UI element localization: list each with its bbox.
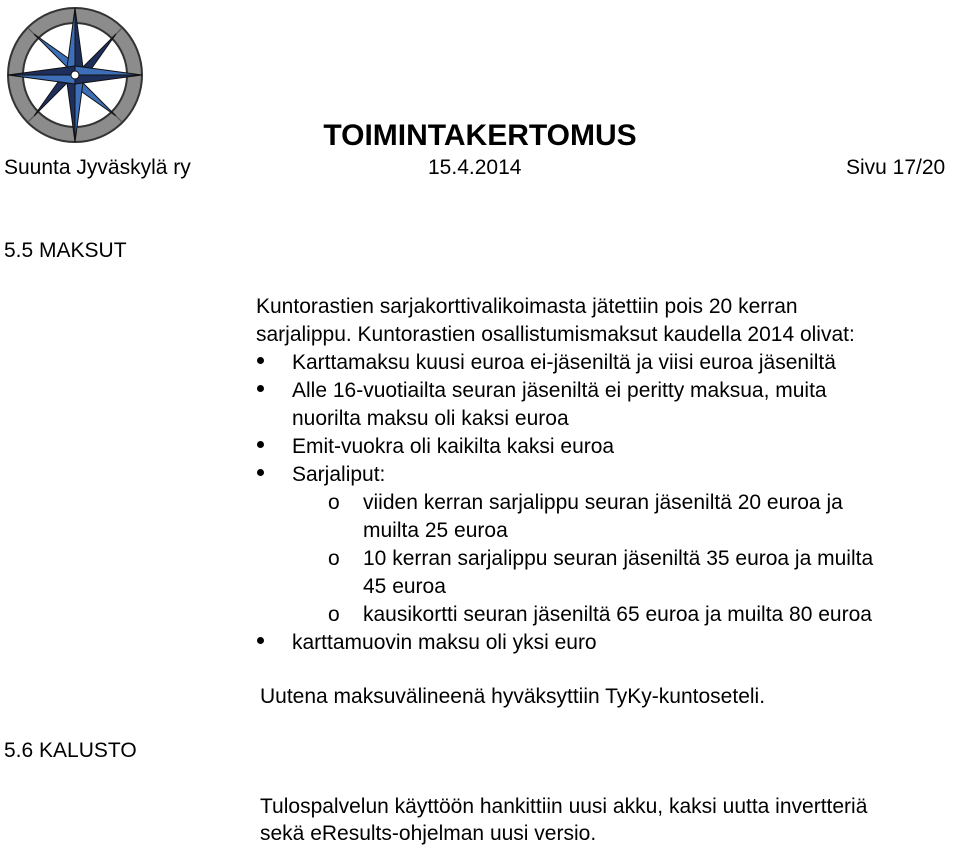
section-heading-kalusto: 5.6 KALUSTO xyxy=(4,739,137,762)
bullet-item: Emit-vuokra oli kaikilta kaksi euroa xyxy=(292,435,615,458)
kalusto-paragraph-line: Tulospalvelun käyttöön hankittiin uusi akku, kaksi uutta invertteriä xyxy=(260,795,868,818)
document-title: TOIMINTAKERTOMUS xyxy=(323,119,637,152)
bullet-item: karttamuovin maksu oli yksi euro xyxy=(292,631,597,654)
kalusto-paragraph-line: sekä eResults-ohjelman uusi versio. xyxy=(260,822,597,845)
document-date: 15.4.2014 xyxy=(428,156,522,179)
bullet-item-continuation: nuorilta maksu oli kaksi euroa xyxy=(292,407,569,430)
maksut-note: Uutena maksuvälineenä hyväksyttiin TyKy-kuntoseteli. xyxy=(260,685,766,708)
sub-bullet-item: kausikortti seuran jäseniltä 65 euroa ja muilta 80 euroa xyxy=(363,603,872,626)
sub-bullet-item-continuation: 45 euroa xyxy=(363,575,446,598)
sub-bullet-item: viiden kerran sarjalippu seuran jäseniltä 20 euroa ja xyxy=(363,491,843,514)
bullet-icon xyxy=(257,637,264,644)
bullet-item: Karttamaksu kuusi euroa ei-jäseniltä ja viisi euroa jäseniltä xyxy=(292,351,836,374)
sub-bullet-marker: o xyxy=(328,603,340,626)
bullet-icon xyxy=(257,441,264,448)
sub-bullet-marker: o xyxy=(328,547,340,570)
bullet-icon xyxy=(257,357,264,364)
intro-paragraph-line: Kuntorastien sarjakorttivalikoimasta jätettiin pois 20 kerran xyxy=(256,295,798,318)
bullet-item: Alle 16-vuotiailta seuran jäseniltä ei peritty maksua, muita xyxy=(292,379,827,402)
sub-bullet-item: 10 kerran sarjalippu seuran jäseniltä 35 euroa ja muilta xyxy=(363,547,874,570)
organization-name: Suunta Jyväskylä ry xyxy=(4,156,191,179)
bullet-icon xyxy=(257,385,264,392)
sub-bullet-marker: o xyxy=(328,491,340,514)
bullet-icon xyxy=(257,469,264,476)
bullet-item: Sarjaliput: xyxy=(292,463,386,486)
sub-bullet-item-continuation: muilta 25 euroa xyxy=(363,519,508,542)
intro-paragraph-line: sarjalippu. Kuntorastien osallistumismaksut kaudella 2014 olivat: xyxy=(256,323,855,346)
page-number: Sivu 17/20 xyxy=(846,156,946,179)
section-heading-maksut: 5.5 MAKSUT xyxy=(4,239,127,262)
